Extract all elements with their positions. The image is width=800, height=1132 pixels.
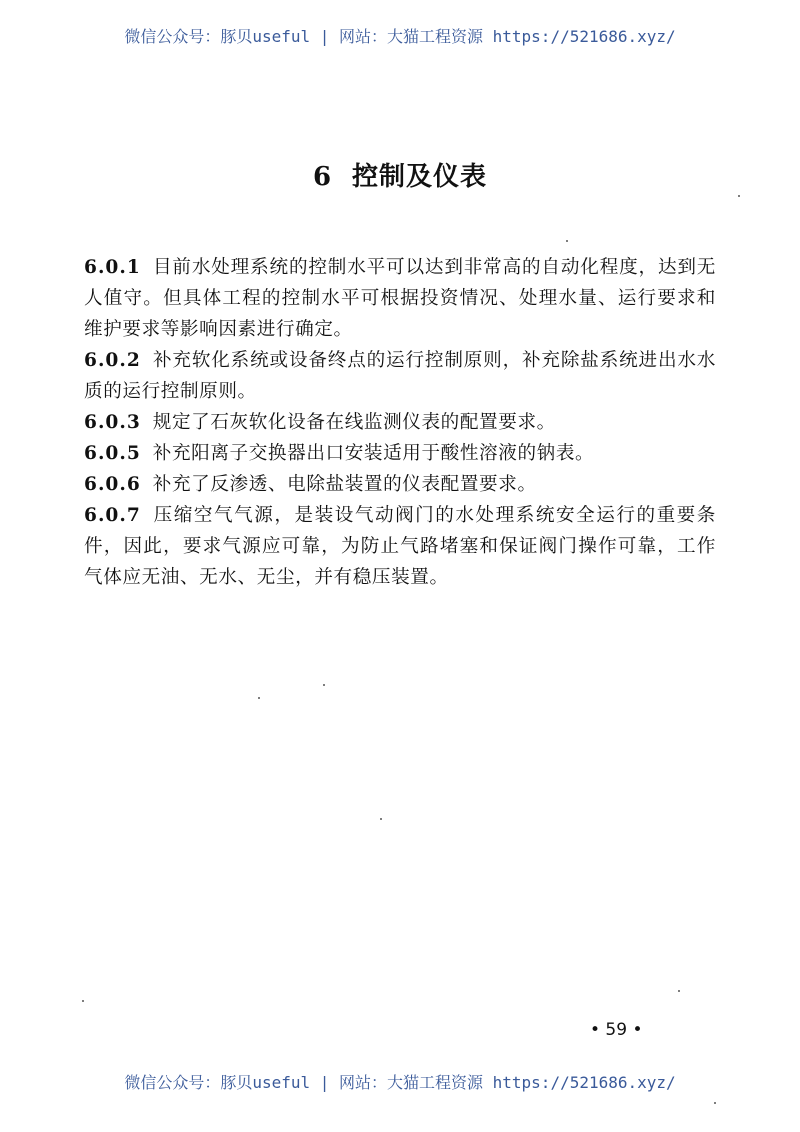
clause-number: 6.0.3	[84, 412, 141, 433]
scan-speck	[714, 1102, 716, 1104]
scan-speck	[323, 684, 325, 686]
clause-6-0-6	[84, 469, 716, 500]
clause-list	[84, 252, 716, 593]
watermark-top: 微信公众号：豚贝useful | 网站：大猫工程资源 https://521686.xyz/	[124, 27, 676, 46]
clause-number: 6.0.5	[84, 443, 141, 464]
watermark-bottom: 微信公众号：豚贝useful | 网站：大猫工程资源 https://521686.xyz/	[124, 1073, 676, 1092]
page-number: • 59 •	[590, 1020, 643, 1040]
clause-6-0-2	[84, 345, 716, 407]
clause-number: 6.0.7	[84, 505, 141, 526]
clause-6-0-7	[84, 500, 716, 593]
clause-number: 6.0.6	[84, 474, 141, 495]
clause-6-0-3	[84, 407, 716, 438]
scan-speck	[258, 697, 260, 699]
clause-number: 6.0.2	[84, 350, 141, 371]
clause-6-0-1	[84, 252, 716, 345]
clause-number: 6.0.1	[84, 257, 141, 278]
clause-text: 目前水处理系统的控制水平可以达到非常高的自动化程度，达到无人值守。但具体工程的控制水平可根据投资情况、处理水量、运行要求和维护要求等影响因素进行确定。	[84, 257, 716, 340]
clause-text: 补充软化系统或设备终点的运行控制原则，补充除盐系统进出水水质的运行控制原则。	[84, 350, 716, 402]
clause-text: 补充阳离子交换器出口安装适用于酸性溶液的钠表。	[152, 443, 595, 464]
scan-speck	[738, 195, 740, 197]
chapter-title-text: 控制及仪表	[352, 162, 488, 192]
scan-speck	[82, 1000, 84, 1002]
scan-speck	[678, 990, 680, 992]
clause-text: 补充了反渗透、电除盐装置的仪表配置要求。	[152, 474, 537, 495]
clause-text: 压缩空气气源，是装设气动阀门的水处理系统安全运行的重要条件，因此，要求气源应可靠，为防止气路堵塞和保证阀门操作可靠，工作气体应无油、无水、无尘，并有稳压装置。	[84, 505, 716, 588]
scan-speck	[380, 818, 382, 820]
chapter-number: 6	[312, 162, 333, 192]
clause-6-0-5	[84, 438, 716, 469]
chapter-title	[0, 156, 800, 193]
scan-speck	[566, 240, 568, 242]
clause-text: 规定了石灰软化设备在线监测仪表的配置要求。	[152, 412, 556, 433]
